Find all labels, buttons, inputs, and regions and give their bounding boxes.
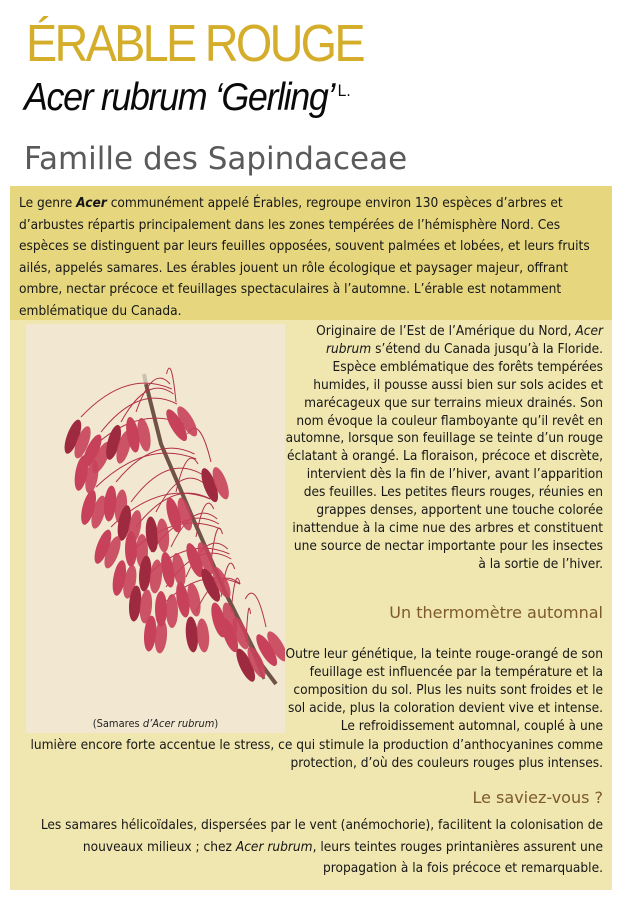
samara [163, 493, 195, 535]
intro-lead: Le genre [19, 195, 77, 211]
samara [159, 549, 188, 589]
caption-lead: (Samares [92, 717, 143, 730]
content-body [10, 320, 612, 890]
caption-end: ) [214, 717, 219, 730]
did-you-know-paragraph [23, 815, 603, 880]
samara [155, 591, 178, 628]
intro-genus: Acer [76, 195, 107, 211]
origin-lead: Originaire de l’Est de l’Amérique du Nord, [316, 323, 576, 339]
page-title: ÉRABLE ROUGE [26, 15, 363, 73]
samara-stalk [167, 368, 177, 402]
intro-text: communément appelé Érables, regroupe environ 130 espèces d’arbres et d’arbustes répartis principalement dans les zones tempérées de l’hémisphère Nord. Ces espèces se distinguent par leurs feuilles opposées, souvent palmées et lobées, et leurs fruits ailés, appelés samares. Les érables jouent un rôle écologique et paysager majeur, offrant ombre, nectar précoce et feuillages spectaculaires à l’automne. L’érable est notamment emblématique du Canada. [19, 195, 590, 319]
scientific-name-text: Acer rubrum ‘Gerling’ [24, 76, 334, 119]
did-you-know-italic: Acer rubrum [235, 838, 313, 855]
thermometer-paragraph-b: lumière encore forte accentue le stress, ce qui stimule la production d’anthocyanines comme protection, d’où des couleurs rouges plus intenses. [30, 737, 603, 771]
did-you-know-lead: Les samares hélicoïdales, dispersées par le vent (anémochorie), facilitent la colonisation de nouveaux milieux ; chez [40, 817, 603, 855]
family-heading: Famille des Sapindaceae [24, 141, 408, 177]
samara-illustration [26, 324, 285, 733]
illustration-caption [26, 717, 285, 730]
did-you-know-heading: Le saviez-vous ? [472, 788, 603, 807]
origin-paragraph [283, 323, 603, 574]
origin-text: s’étend du Canada jusqu’à la Floride. Espèce emblématique des forêts tempérées humides, il pousse aussi bien sur sols acides et marécageux que sur terrains mieux drainés. Son nom évoque la couleur flamboyante qu’il revêt en automne, lorsque son feuillage se teinte d’un rouge éclatant à orangé. La floraison, précoce et discrète, intervient dès la fin de l’hiver, avant l’apparition des feuilles. Les petites fleurs rouges, réunies en grappes denses, apportent une touche colorée inattendue à la cime nue des arbres et constituent une source de nectar importante pour les insectes à la sortie de l’hiver. [285, 340, 603, 572]
intro-box [10, 186, 612, 320]
origin-italic: Acer rubrum [325, 323, 603, 357]
samara [198, 462, 232, 505]
samara-stalk [131, 468, 202, 502]
thermometer-paragraph-a: Outre leur génétique, la teinte rouge-orangé de son feuillage est influencée par la température et la composition du sol. Plus les nuits sont froides et le sol acide, plus la coloration devient vive et intense. Le refroidissement automnal, couplé à une [285, 646, 603, 734]
samara-drawing [26, 324, 285, 714]
did-you-know-text: , leurs teintes rouges printanières assurent une propagation à la fois précoce et remarquable. [312, 838, 603, 876]
intro-paragraph [19, 193, 603, 323]
caption-italic: d’Acer rubrum [142, 717, 215, 730]
samara [162, 401, 200, 445]
samara-stalk [211, 528, 223, 562]
author-abbrev: L. [337, 81, 351, 100]
samara [144, 515, 170, 554]
thermometer-heading: Un thermomètre automnal [389, 603, 603, 622]
samara [184, 615, 210, 654]
scientific-name [24, 78, 351, 117]
